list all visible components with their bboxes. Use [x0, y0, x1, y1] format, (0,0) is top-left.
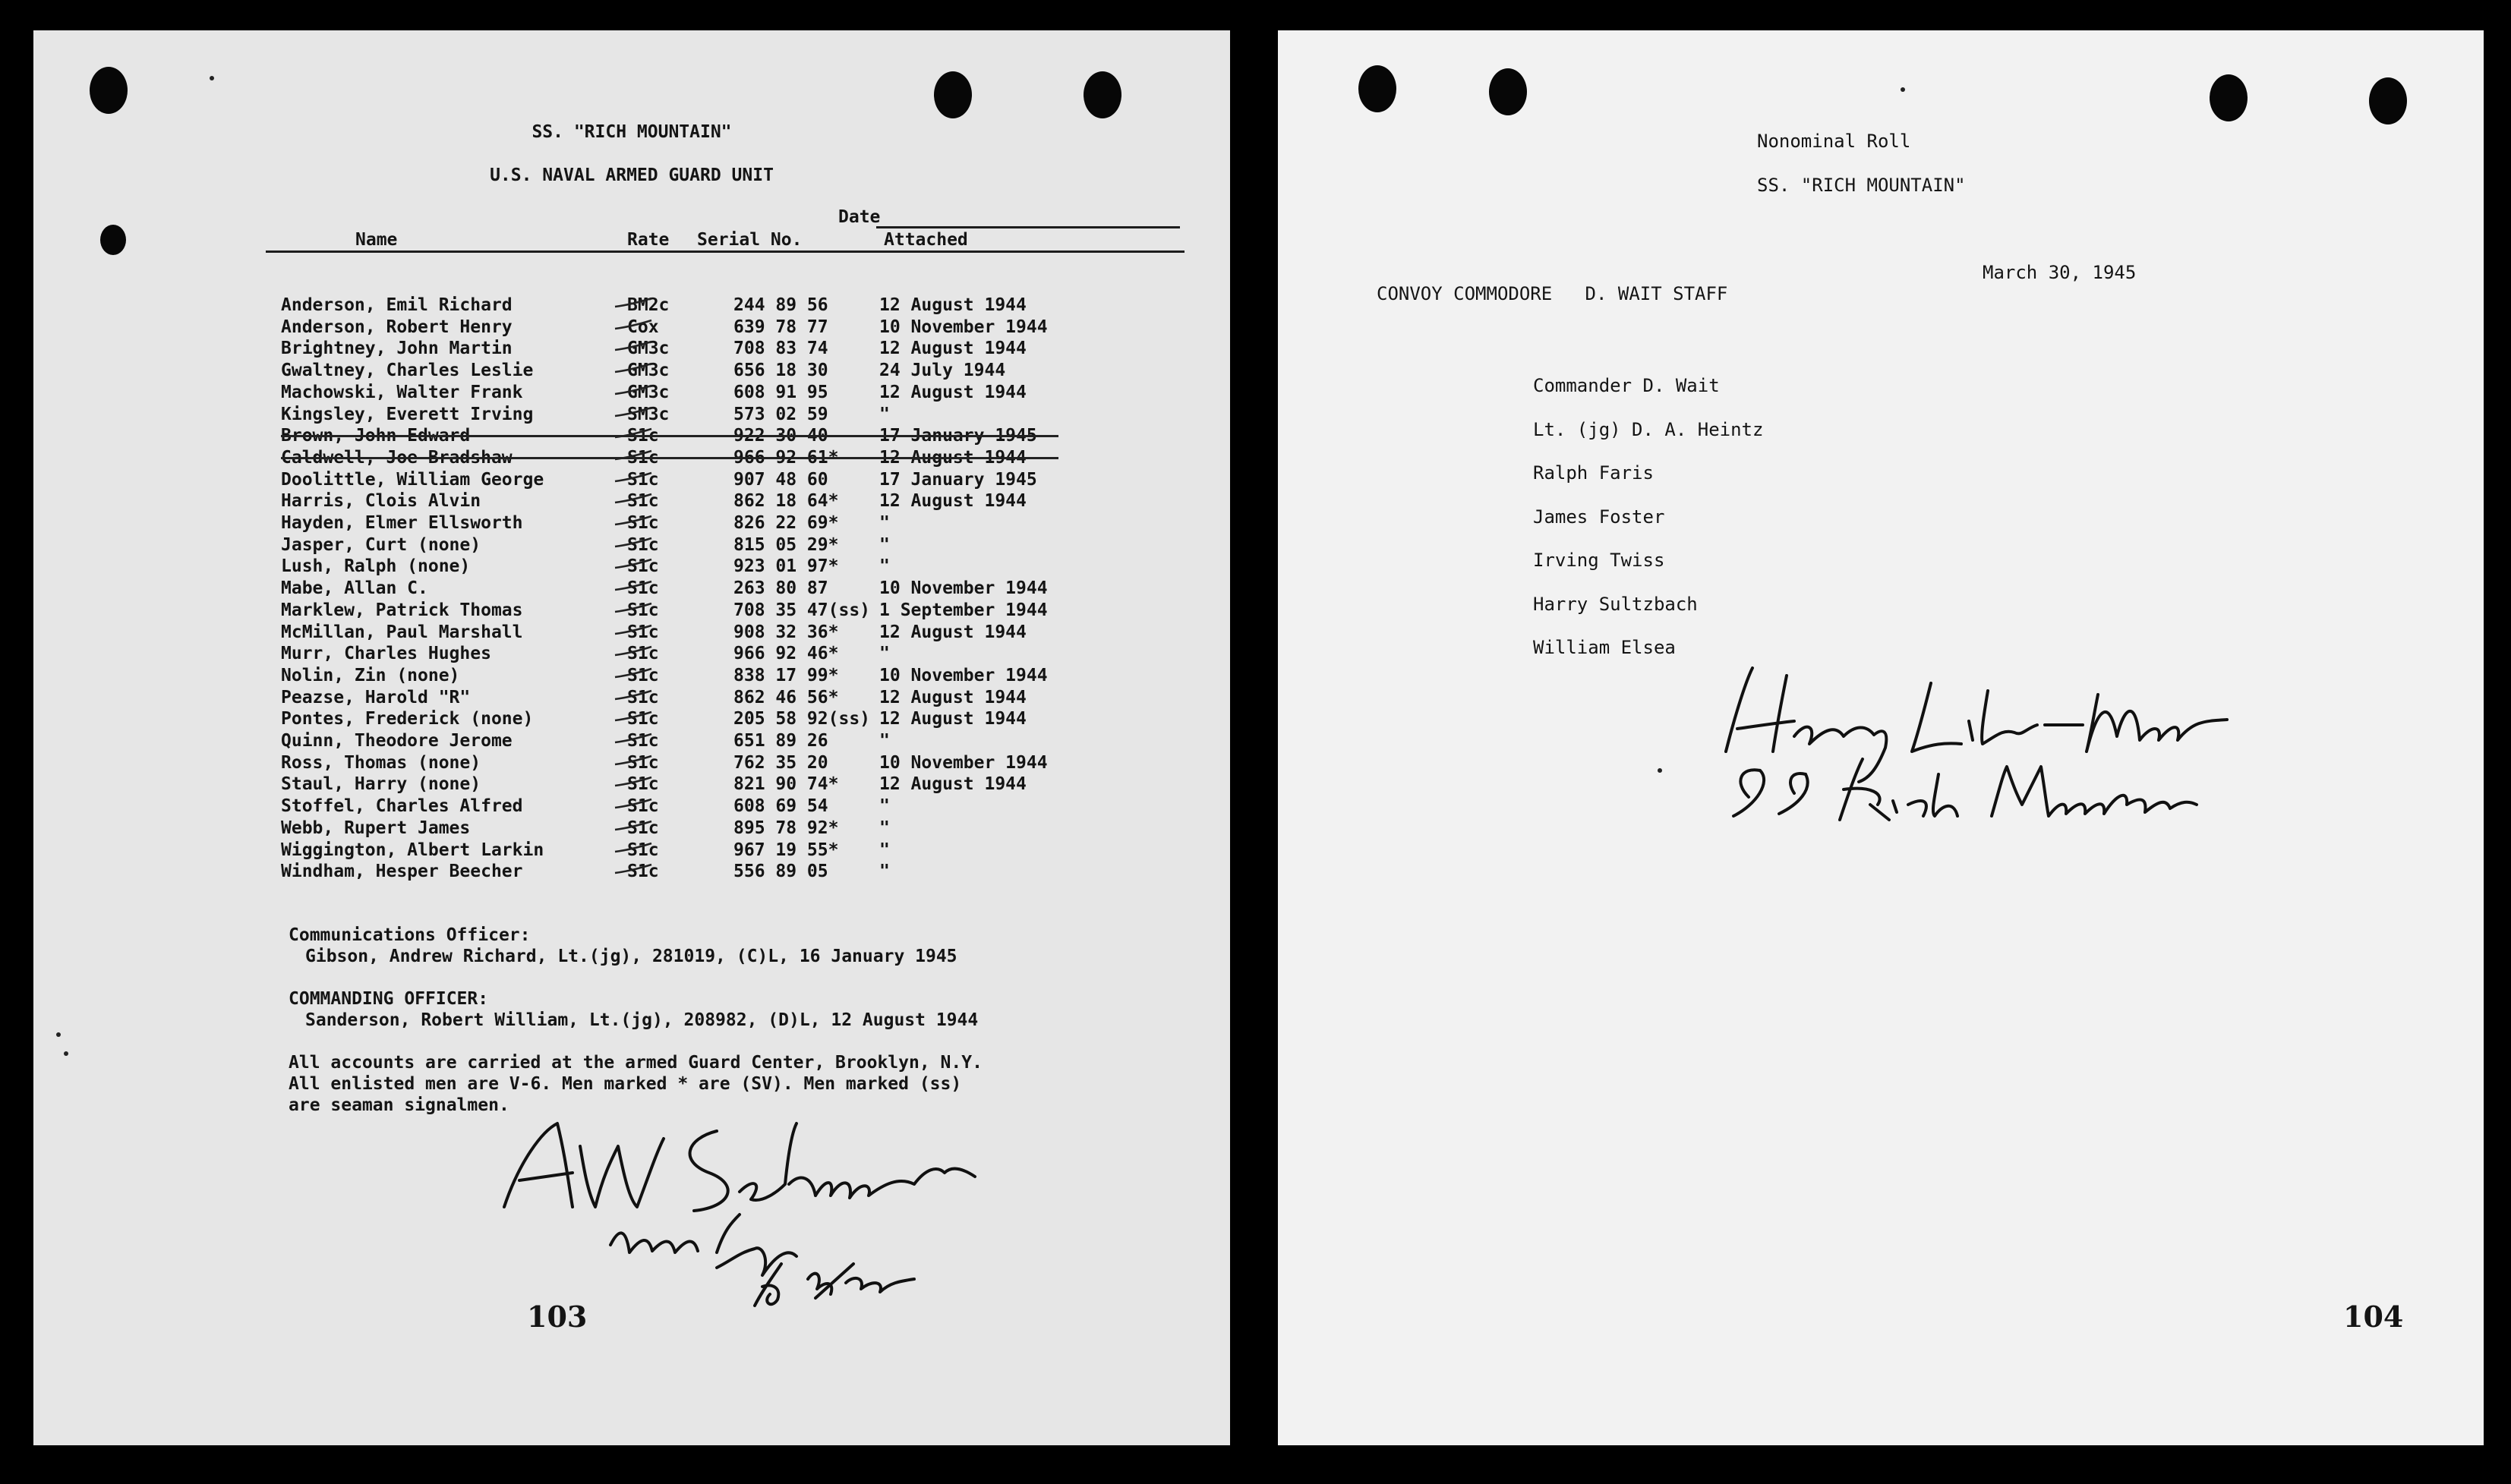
- crew-serial: 923 01 97*: [733, 556, 839, 577]
- crew-rate: S1c: [627, 556, 659, 577]
- table-row: [281, 861, 1154, 883]
- checkmark-tick: [612, 732, 655, 745]
- table-row: [281, 490, 1154, 512]
- crew-serial: 573 02 59: [733, 404, 828, 424]
- speck: [1658, 768, 1662, 773]
- checkmark-tick: [612, 318, 655, 332]
- crew-serial: 838 17 99*: [733, 665, 839, 685]
- commanding-officer-entry: Sanderson, Robert William, Lt.(jg), 208982, (D)L, 12 August 1944: [305, 1010, 979, 1030]
- table-row: [281, 708, 1154, 730]
- checkmark-tick: [612, 427, 655, 440]
- table-row: [281, 469, 1154, 491]
- checkmark-tick: [612, 361, 655, 375]
- checkmark-tick: [612, 536, 655, 550]
- crew-date-attached: 12 August 1944: [879, 491, 1027, 512]
- table-row: [281, 600, 1154, 622]
- crew-rate: S1c: [627, 818, 659, 838]
- column-header-serial: Serial No.: [697, 230, 803, 250]
- crew-date-attached: ": [879, 862, 890, 882]
- crew-rate: GM3c: [627, 361, 670, 381]
- crew-serial: 205 58 92(ss): [733, 709, 871, 729]
- table-row: [281, 818, 1154, 840]
- note-line: All accounts are carried at the armed Guard Center, Brooklyn, N.Y.: [289, 1053, 983, 1073]
- crew-name: Anderson, Emil Richard: [281, 295, 513, 315]
- checkmark-tick: [612, 492, 655, 506]
- punch-hole: [1358, 65, 1396, 112]
- staff-member: Ralph Faris: [1533, 462, 1654, 484]
- crew-serial: 862 46 56*: [733, 687, 839, 707]
- table-row: [281, 382, 1154, 404]
- inspector-signature: [489, 1101, 1036, 1306]
- crew-date-attached: ": [879, 731, 890, 751]
- crew-name: Jasper, Curt (none): [281, 534, 481, 555]
- crew-date-attached: ": [879, 556, 890, 577]
- crew-serial: 708 35 47(ss): [733, 600, 871, 620]
- crew-date-attached: ": [879, 644, 890, 664]
- crew-date-attached: 17 January 1945: [879, 426, 1037, 446]
- master-signature: [1703, 653, 2250, 843]
- crew-date-attached: 10 November 1944: [879, 752, 1048, 773]
- comm-officer-label: Communications Officer:: [289, 925, 531, 945]
- table-row: [281, 295, 1154, 317]
- crew-name: Brightney, John Martin: [281, 339, 513, 359]
- roll-date: March 30, 1945: [1983, 262, 2137, 283]
- crew-date-attached: 12 August 1944: [879, 774, 1027, 795]
- crew-date-attached: 17 January 1945: [879, 469, 1037, 490]
- table-row: [281, 556, 1154, 578]
- crew-rate: S1c: [627, 687, 659, 707]
- punch-hole: [934, 71, 972, 118]
- speck: [64, 1051, 68, 1056]
- staff-member: Irving Twiss: [1533, 550, 1665, 571]
- crew-rate: S1c: [627, 862, 659, 882]
- checkmark-tick: [612, 644, 655, 658]
- crew-rate: S1c: [627, 752, 659, 773]
- checkmark-tick: [612, 841, 655, 855]
- crew-date-attached: 12 August 1944: [879, 709, 1027, 729]
- crew-date-attached: 10 November 1944: [879, 317, 1048, 337]
- crew-name: Nolin, Zin (none): [281, 665, 460, 685]
- strikethrough-line: [281, 435, 1058, 437]
- crew-date-attached: ": [879, 404, 890, 424]
- punch-hole: [100, 225, 126, 255]
- checkmark-tick: [612, 623, 655, 637]
- commanding-officer-label: COMMANDING OFFICER:: [289, 989, 489, 1009]
- staff-member: William Elsea: [1533, 637, 1676, 658]
- crew-date-attached: ": [879, 534, 890, 555]
- table-row: [281, 774, 1154, 796]
- crew-name: Peazse, Harold "R": [281, 687, 471, 707]
- checkmark-tick: [612, 449, 655, 462]
- crew-name: Brown, John Edward: [281, 426, 471, 446]
- checkmark-tick: [612, 296, 655, 310]
- checkmark-tick: [612, 819, 655, 833]
- table-row: [281, 840, 1154, 862]
- crew-serial: 244 89 56: [733, 295, 828, 315]
- table-row: [281, 512, 1154, 534]
- crew-rate: S1c: [627, 665, 659, 685]
- crew-serial: 708 83 74: [733, 339, 828, 359]
- header-underline: [266, 250, 1185, 253]
- crew-name: Wiggington, Albert Larkin: [281, 840, 544, 860]
- staff-member: Harry Sultzbach: [1533, 593, 1698, 615]
- crew-name: Caldwell, Joe Bradshaw: [281, 447, 513, 468]
- staff-member: Commander D. Wait: [1533, 375, 1720, 396]
- crew-name: Kingsley, Everett Irving: [281, 404, 534, 424]
- crew-serial: 862 18 64*: [733, 491, 839, 512]
- crew-rate: BM2c: [627, 295, 670, 315]
- crew-serial: 821 90 74*: [733, 774, 839, 795]
- crew-date-attached: 12 August 1944: [879, 447, 1027, 468]
- checkmark-tick: [612, 557, 655, 571]
- crew-date-attached: 12 August 1944: [879, 295, 1027, 315]
- crew-serial: 815 05 29*: [733, 534, 839, 555]
- table-row: [281, 730, 1154, 752]
- crew-date-attached: 10 November 1944: [879, 578, 1048, 599]
- crew-name: Stoffel, Charles Alfred: [281, 796, 523, 817]
- crew-rate: S1c: [627, 534, 659, 555]
- roll-title: Nonominal Roll: [1757, 131, 1911, 152]
- document-subtitle: U.S. NAVAL ARMED GUARD UNIT: [490, 165, 774, 185]
- crew-name: Quinn, Theodore Jerome: [281, 731, 513, 751]
- crew-date-attached: 24 July 1944: [879, 361, 1006, 381]
- crew-rate: S1c: [627, 469, 659, 490]
- checkmark-tick: [612, 710, 655, 723]
- crew-rate: S1c: [627, 796, 659, 817]
- checkmark-tick: [612, 471, 655, 484]
- crew-rate: S1c: [627, 491, 659, 512]
- crew-rate: S1c: [627, 731, 659, 751]
- crew-rate: SM3c: [627, 404, 670, 424]
- crew-name: Mabe, Allan C.: [281, 578, 428, 599]
- right-document-page: [1278, 30, 2484, 1445]
- crew-rate: Cox: [627, 317, 659, 337]
- table-row: [281, 687, 1154, 709]
- crew-serial: 907 48 60: [733, 469, 828, 490]
- checkmark-tick: [612, 666, 655, 680]
- crew-serial: 895 78 92*: [733, 818, 839, 838]
- crew-name: Marklew, Patrick Thomas: [281, 600, 523, 620]
- crew-name: Gwaltney, Charles Leslie: [281, 361, 534, 381]
- crew-serial: 651 89 26: [733, 731, 828, 751]
- punch-hole: [90, 67, 128, 114]
- crew-serial: 966 92 46*: [733, 644, 839, 664]
- checkmark-tick: [612, 601, 655, 615]
- crew-name: Windham, Hesper Beecher: [281, 862, 523, 882]
- speck: [1901, 87, 1905, 92]
- crew-rate: GM3c: [627, 382, 670, 402]
- crew-serial: 762 35 20: [733, 752, 828, 773]
- table-row: [281, 578, 1154, 600]
- table-row: [281, 796, 1154, 818]
- staff-member: James Foster: [1533, 506, 1665, 528]
- table-row: [281, 360, 1154, 382]
- crew-rate: S1c: [627, 513, 659, 533]
- roll-subtitle: SS. "RICH MOUNTAIN": [1757, 175, 1966, 196]
- crew-date-attached: ": [879, 840, 890, 860]
- crew-serial: 556 89 05: [733, 862, 828, 882]
- note-line: are seaman signalmen.: [289, 1095, 509, 1115]
- crew-rate: S1c: [627, 774, 659, 795]
- table-row: [281, 665, 1154, 687]
- checkmark-tick: [612, 579, 655, 593]
- column-header-attached: Attached: [884, 230, 968, 250]
- checkmark-tick: [612, 383, 655, 397]
- table-row: [281, 622, 1154, 644]
- crew-name: Ross, Thomas (none): [281, 752, 481, 773]
- crew-rate: S1c: [627, 622, 659, 642]
- speck: [210, 76, 214, 80]
- punch-hole: [2210, 74, 2248, 121]
- checkmark-tick: [612, 754, 655, 767]
- table-row: [281, 752, 1154, 774]
- table-row: [281, 425, 1154, 447]
- page-number: 104: [2343, 1300, 2404, 1334]
- crew-serial: 826 22 69*: [733, 513, 839, 533]
- column-header-rate: Rate: [627, 230, 670, 250]
- crew-rate: S1c: [627, 709, 659, 729]
- crew-date-attached: 12 August 1944: [879, 687, 1027, 707]
- convoy-heading: CONVOY COMMODORE D. WAIT STAFF: [1377, 283, 1728, 304]
- column-header-name: Name: [355, 230, 398, 250]
- left-document-page: [33, 30, 1230, 1445]
- crew-serial: 608 69 54: [733, 796, 828, 817]
- table-row: [281, 338, 1154, 360]
- crew-date-attached: ": [879, 513, 890, 533]
- crew-serial: 656 18 30: [733, 361, 828, 381]
- crew-serial: 908 32 36*: [733, 622, 839, 642]
- crew-rate: GM3c: [627, 339, 670, 359]
- crew-date-attached: 10 November 1944: [879, 665, 1048, 685]
- crew-date-attached: 1 September 1944: [879, 600, 1048, 620]
- crew-serial: 967 19 55*: [733, 840, 839, 860]
- crew-date-attached: ": [879, 796, 890, 817]
- staff-member: Lt. (jg) D. A. Heintz: [1533, 418, 1764, 440]
- table-row: [281, 404, 1154, 426]
- crew-date-attached: 12 August 1944: [879, 382, 1027, 402]
- table-row: [281, 447, 1154, 469]
- checkmark-tick: [612, 797, 655, 811]
- crew-rate: S1c: [627, 600, 659, 620]
- checkmark-tick: [612, 775, 655, 789]
- crew-serial: 263 80 87: [733, 578, 828, 599]
- header-rule: [876, 226, 1180, 228]
- crew-rate: S1c: [627, 644, 659, 664]
- checkmark-tick: [612, 514, 655, 528]
- punch-hole: [1489, 68, 1527, 115]
- crew-name: Staul, Harry (none): [281, 774, 481, 795]
- crew-rate: S1c: [627, 447, 659, 468]
- crew-name: Lush, Ralph (none): [281, 556, 471, 577]
- crew-serial: 966 92 61*: [733, 447, 839, 468]
- crew-name: Webb, Rupert James: [281, 818, 471, 838]
- note-line: All enlisted men are V-6. Men marked * are (SV). Men marked (ss): [289, 1074, 962, 1094]
- crew-date-attached: ": [879, 818, 890, 838]
- checkmark-tick: [612, 688, 655, 702]
- crew-serial: 639 78 77: [733, 317, 828, 337]
- table-row: [281, 317, 1154, 339]
- comm-officer-entry: Gibson, Andrew Richard, Lt.(jg), 281019, (C)L, 16 January 1945: [305, 947, 957, 966]
- column-header-date: Date: [838, 207, 881, 227]
- crew-name: Harris, Clois Alvin: [281, 491, 481, 512]
- crew-rate: S1c: [627, 426, 659, 446]
- crew-rate: S1c: [627, 578, 659, 599]
- checkmark-tick: [612, 862, 655, 876]
- crew-serial: 608 91 95: [733, 382, 828, 402]
- crew-date-attached: 12 August 1944: [879, 339, 1027, 359]
- document-title: SS. "RICH MOUNTAIN": [532, 122, 732, 142]
- crew-date-attached: 12 August 1944: [879, 622, 1027, 642]
- crew-serial: 922 30 40: [733, 426, 828, 446]
- speck: [56, 1032, 61, 1037]
- crew-name: McMillan, Paul Marshall: [281, 622, 523, 642]
- table-row: [281, 534, 1154, 556]
- strikethrough-line: [281, 457, 1058, 459]
- checkmark-tick: [612, 339, 655, 353]
- page-number: 103: [527, 1300, 588, 1334]
- crew-rate: S1c: [627, 840, 659, 860]
- crew-name: Hayden, Elmer Ellsworth: [281, 513, 523, 533]
- crew-name: Anderson, Robert Henry: [281, 317, 513, 337]
- crew-name: Pontes, Frederick (none): [281, 709, 534, 729]
- crew-name: Machowski, Walter Frank: [281, 382, 523, 402]
- punch-hole: [1084, 71, 1121, 118]
- crew-name: Doolittle, William George: [281, 469, 544, 490]
- crew-name: Murr, Charles Hughes: [281, 644, 491, 664]
- punch-hole: [2369, 77, 2407, 124]
- table-row: [281, 643, 1154, 665]
- checkmark-tick: [612, 405, 655, 419]
